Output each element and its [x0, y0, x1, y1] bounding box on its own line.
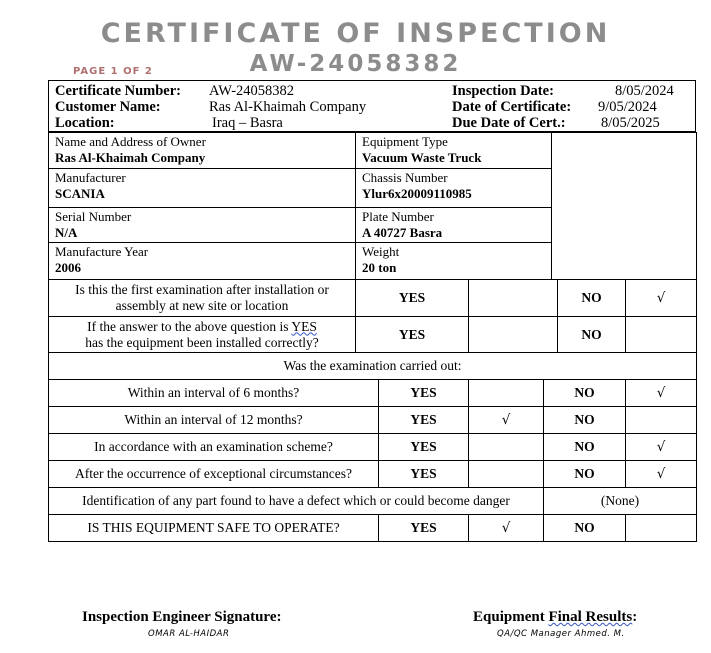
location-label: Location:	[55, 115, 115, 131]
no-label: NO	[544, 461, 626, 488]
question-examination-scheme: In accordance with an examination scheme?	[49, 434, 379, 461]
yes-label: YES	[379, 434, 469, 461]
weight-cell	[356, 243, 552, 280]
certificate-header-box	[48, 80, 696, 132]
question-line: If the answer to the above question is	[87, 318, 292, 334]
yes-label: YES	[379, 407, 469, 434]
year-cell	[49, 243, 356, 280]
no-label: NO	[544, 515, 626, 542]
question-defect-identification: Identification of any part found to have a defect which or could become danger	[49, 488, 544, 515]
final-results-label-part: Final Results	[548, 609, 633, 625]
check-mark: √	[626, 280, 697, 317]
due-date-label: Due Date of Cert.:	[452, 115, 566, 131]
check-mark: √	[626, 380, 697, 407]
serial-label: Serial Number	[55, 209, 132, 224]
yes-label: YES	[356, 280, 469, 317]
question-12-months: Within an interval of 12 months?	[49, 407, 379, 434]
yes-check-cell	[469, 434, 544, 461]
yes-label: YES	[356, 317, 469, 353]
location-value: Iraq – Basra	[212, 115, 283, 131]
plate-label: Plate Number	[362, 209, 434, 224]
final-results-label	[473, 609, 637, 626]
owner-cell	[49, 133, 356, 169]
no-check-cell	[626, 407, 697, 434]
yes-check-cell	[469, 280, 558, 317]
chassis-cell	[356, 169, 552, 208]
equipment-type-value: Vacuum Waste Truck	[362, 150, 482, 165]
engineer-signature-label: Inspection Engineer Signature:	[82, 609, 282, 625]
year-label: Manufacture Year	[55, 244, 149, 259]
yes-label: YES	[379, 515, 469, 542]
question-safe-to-operate: IS THIS EQUIPMENT SAFE TO OPERATE?	[49, 515, 379, 542]
examination-table	[48, 352, 697, 542]
installation-questions-table	[48, 279, 697, 353]
owner-label: Name and Address of Owner	[55, 134, 206, 149]
yes-check-cell	[469, 317, 558, 353]
final-results-label-part: Equipment	[473, 609, 549, 625]
question-installed-correctly	[49, 317, 356, 353]
qa-qc-manager: QA/QC Manager Ahmed. M.	[497, 629, 625, 639]
year-value: 2006	[55, 260, 81, 275]
serial-value: N/A	[55, 225, 78, 240]
plate-cell	[356, 208, 552, 243]
question-line: assembly at new site or location	[115, 298, 289, 313]
cert-number-label: Certificate Number:	[55, 83, 182, 99]
weight-value: 20 ton	[362, 260, 397, 275]
final-results-label-part: :	[632, 609, 638, 625]
manufacturer-label: Manufacturer	[55, 170, 126, 185]
question-6-months: Within an interval of 6 months?	[49, 380, 379, 407]
owner-value: Ras Al-Khaimah Company	[55, 150, 206, 165]
yes-label: YES	[379, 380, 469, 407]
inspection-date-value: 8/05/2024	[615, 83, 674, 99]
check-mark: √	[469, 515, 544, 542]
weight-label: Weight	[362, 244, 400, 259]
question-first-examination	[49, 280, 356, 317]
question-line: Is this the first examination after installation or	[75, 282, 329, 297]
check-mark: √	[626, 434, 697, 461]
manufacturer-value: SCANIA	[55, 186, 105, 201]
certificate-title: CERTIFICATE OF INSPECTION	[100, 18, 611, 49]
equipment-type-cell	[356, 133, 552, 169]
customer-value: Ras Al-Khaimah Company	[209, 99, 367, 115]
chassis-value: Ylur6x20009110985	[362, 186, 472, 201]
chassis-label: Chassis Number	[362, 170, 448, 185]
equipment-details-table	[48, 132, 697, 280]
plate-value: A 40727 Basra	[362, 225, 443, 240]
question-emphasis: YES	[291, 318, 317, 334]
customer-label: Customer Name:	[55, 99, 161, 115]
equipment-type-label: Equipment Type	[362, 134, 448, 149]
manufacturer-cell	[49, 169, 356, 208]
cert-number-value: AW-24058382	[209, 83, 295, 99]
no-check-cell	[626, 317, 697, 353]
defect-answer: (None)	[544, 488, 697, 515]
certificate-code: AW-24058382	[249, 51, 462, 77]
check-mark: √	[469, 407, 544, 434]
no-label: NO	[544, 407, 626, 434]
yes-label: YES	[379, 461, 469, 488]
question-line: has the equipment been installed correctly?	[85, 334, 319, 350]
yes-check-cell	[469, 380, 544, 407]
no-check-cell	[626, 515, 697, 542]
cert-date-value: 9/05/2024	[598, 99, 657, 115]
question-exceptional-circumstances: After the occurrence of exceptional circumstances?	[49, 461, 379, 488]
no-label: NO	[544, 434, 626, 461]
check-mark: √	[626, 461, 697, 488]
yes-check-cell	[469, 461, 544, 488]
no-label: NO	[558, 280, 626, 317]
cert-date-label: Date of Certificate:	[452, 99, 572, 115]
page-number: PAGE 1 OF 2	[73, 66, 153, 77]
blank-side-cell	[552, 133, 697, 280]
examination-header: Was the examination carried out:	[49, 353, 697, 380]
due-date-value: 8/05/2025	[601, 115, 660, 131]
no-label: NO	[544, 380, 626, 407]
engineer-name: OMAR AL-HAIDAR	[148, 629, 230, 639]
serial-cell	[49, 208, 356, 243]
inspection-date-label: Inspection Date:	[452, 83, 554, 99]
no-label: NO	[558, 317, 626, 353]
